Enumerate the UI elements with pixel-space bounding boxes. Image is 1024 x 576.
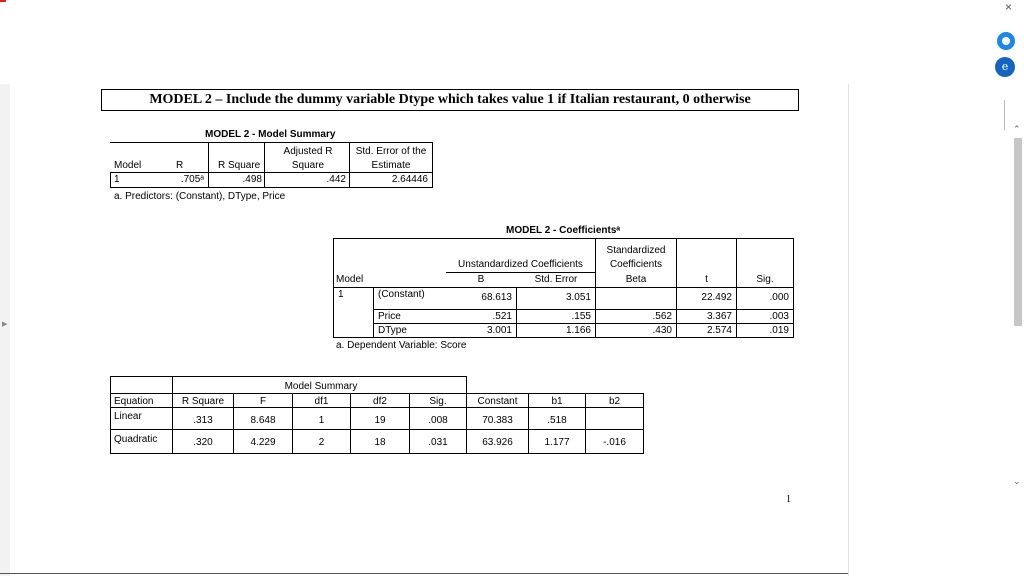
panel-edge xyxy=(1004,100,1005,130)
coef-row-sig: .003 xyxy=(769,311,789,322)
curve-row-sig: .031 xyxy=(428,437,448,448)
curve-row-equation: Linear xyxy=(114,411,142,422)
curve-row-equation: Quadratic xyxy=(114,434,158,445)
coef-header-unstd: Unstandardized Coefficients xyxy=(458,259,583,270)
curve-row-f: 8.648 xyxy=(250,415,276,426)
row-model: 1 xyxy=(114,174,120,185)
coef-row-b: 68.613 xyxy=(481,292,512,303)
scrollbar-thumb[interactable] xyxy=(1014,138,1022,326)
col-header-se-1: Std. Error of the xyxy=(355,146,427,157)
right-panel xyxy=(848,84,1024,576)
coef-row-se: 1.166 xyxy=(565,325,591,336)
curve-header-f: F xyxy=(259,396,267,407)
model-summary-title: MODEL 2 - Model Summary xyxy=(205,129,336,140)
coef-row-beta: .430 xyxy=(652,325,672,336)
curve-row-b2: -.016 xyxy=(603,437,626,448)
scroll-up-icon[interactable]: ⌃ xyxy=(1013,124,1021,134)
curve-header-equation: Equation xyxy=(114,396,154,407)
coef-header-beta: Beta xyxy=(625,274,647,285)
page-heading: MODEL 2 – Include the dummy variable Dtype which takes value 1 if Italian restaurant, 0 otherwise xyxy=(149,92,751,107)
coef-header-t: t xyxy=(705,274,708,285)
coef-row-sig: .019 xyxy=(769,325,789,336)
curve-header-df2: df2 xyxy=(373,396,387,407)
row-adj-r: .442 xyxy=(326,174,346,185)
left-gutter xyxy=(0,84,10,576)
curve-row-df1: 2 xyxy=(318,437,325,448)
top-bar xyxy=(0,0,1024,14)
curve-row-constant: 70.383 xyxy=(482,415,513,426)
curve-header-sig: Sig. xyxy=(429,396,447,407)
coefficients-footnote: a. Dependent Variable: Score xyxy=(336,340,467,351)
curve-row-b1: 1.177 xyxy=(544,437,570,448)
coef-row-name: DType xyxy=(378,325,407,336)
bottom-border xyxy=(0,573,848,574)
scroll-down-icon[interactable]: ⌄ xyxy=(1013,476,1021,486)
curve-header-b2: b2 xyxy=(608,396,621,407)
row-se: 2.64446 xyxy=(391,174,428,185)
coef-header-model: Model xyxy=(336,274,364,285)
coef-row-b: 3.001 xyxy=(486,325,512,336)
extension-icon[interactable] xyxy=(997,32,1015,50)
coef-row-beta: .562 xyxy=(652,311,672,322)
coef-row-name: Price xyxy=(378,311,401,322)
expand-arrow-icon[interactable]: ▶ xyxy=(2,321,8,328)
page-number: 1 xyxy=(786,494,791,505)
edge-badge-icon[interactable]: e xyxy=(995,57,1015,77)
coef-row-t: 22.492 xyxy=(701,292,732,303)
curve-row-df2: 19 xyxy=(374,415,386,426)
coef-model-num: 1 xyxy=(338,289,344,300)
coefficients-title: MODEL 2 - Coefficientsᵃ xyxy=(506,225,621,236)
col-header-adj-r-1: Adjusted R xyxy=(283,146,333,157)
red-indicator xyxy=(0,0,6,2)
coef-row-se: 3.051 xyxy=(565,292,591,303)
curve-row-constant: 63.926 xyxy=(482,437,513,448)
coef-header-b: B xyxy=(477,274,485,285)
curve-header-df1: df1 xyxy=(314,396,329,407)
row-r-square: .498 xyxy=(242,174,262,185)
curve-row-r-square: .320 xyxy=(193,437,213,448)
coef-row-sig: .000 xyxy=(769,292,789,303)
curve-header-b1: b1 xyxy=(551,396,563,407)
col-header-r: R xyxy=(176,160,184,171)
curve-row-b1: .518 xyxy=(547,415,567,426)
curve-group-title: Model Summary xyxy=(284,381,358,392)
col-header-adj-r-2: Square xyxy=(291,160,325,171)
curve-row-r-square: .313 xyxy=(193,415,213,426)
curve-row-sig: .008 xyxy=(428,415,448,426)
curve-header-constant: Constant xyxy=(477,396,518,407)
coef-row-b: .521 xyxy=(492,311,512,322)
close-icon[interactable]: × xyxy=(1004,0,1012,14)
summary-footnote: a. Predictors: (Constant), DType, Price xyxy=(114,191,286,202)
col-header-model: Model xyxy=(114,160,142,171)
coef-row-t: 2.574 xyxy=(706,325,732,336)
coef-row-se: .155 xyxy=(571,311,591,322)
curve-row-df2: 18 xyxy=(374,437,386,448)
coef-header-std-1: Standardized xyxy=(606,245,666,256)
coef-header-std-2: Coefficients xyxy=(609,259,663,270)
coef-row-t: 3.367 xyxy=(706,311,732,322)
curve-header-r-square: R Square xyxy=(181,396,225,407)
row-r: .705ᵃ xyxy=(180,174,204,185)
coef-header-std-error: Std. Error xyxy=(534,274,578,285)
coef-header-sig: Sig. xyxy=(756,274,774,285)
curve-row-df1: 1 xyxy=(318,415,325,426)
col-header-se-2: Estimate xyxy=(371,160,411,171)
panel-divider xyxy=(848,84,849,576)
curve-row-f: 4.229 xyxy=(250,437,276,448)
coef-row-name: (Constant) xyxy=(378,289,425,300)
col-header-r-square: R Square xyxy=(218,160,261,171)
